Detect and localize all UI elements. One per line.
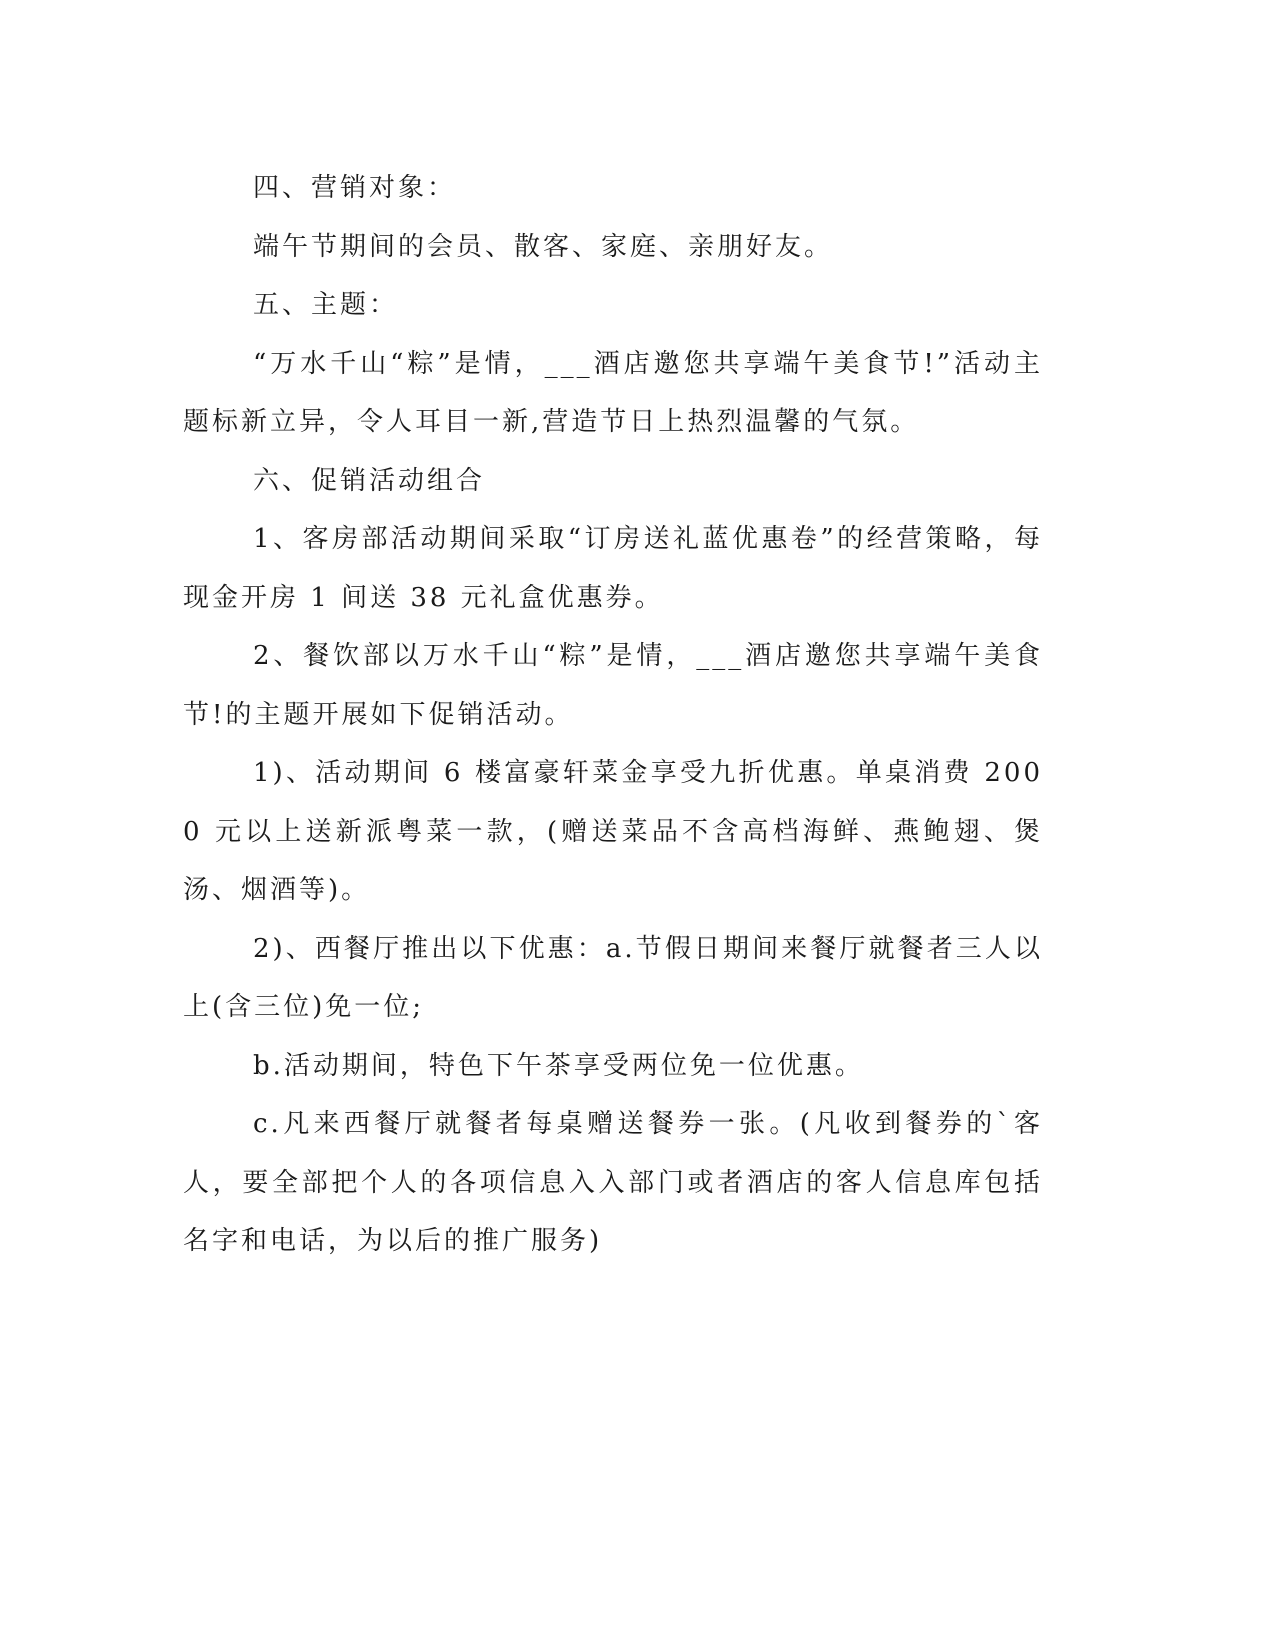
heading-marketing-target: 四、营销对象： bbox=[253, 173, 457, 203]
paragraph-item-2: 2)、西餐厅推出以下优惠：a.节假日期间来餐厅就餐者三人以上(含三位)免一位; bbox=[183, 933, 1043, 1022]
heading-promotion-combo: 六、促销活动组合 bbox=[253, 465, 486, 496]
paragraph-room-dept: 1、客房部活动期间采取“订房送礼蓝优惠卷”的经营策略，每现金开房 1 间送 38 元礼盒优惠券。 bbox=[183, 524, 1043, 613]
paragraph-catering-dept: 2、餐饮部以万水千山“粽”是情，___酒店邀您共享端午美食节!的主题开展如下促销活动。 bbox=[183, 641, 1043, 730]
heading-theme: 五、主题： bbox=[253, 290, 399, 320]
paragraph-theme: “万水千山“粽”是情，___酒店邀您共享端午美食节!”活动主题标新立异，令人耳目一新,营造节日上热烈温馨的气氛。 bbox=[183, 348, 1043, 437]
paragraph-item-b: b.活动期间，特色下午茶享受两位免一位优惠。 bbox=[253, 1050, 864, 1081]
document-body bbox=[183, 159, 1043, 1271]
paragraph-item-1: 1)、活动期间 6 楼富豪轩菜金享受九折优惠。单桌消费 2000 元以上送新派粤菜一款，(赠送菜品不含高档海鲜、燕鲍翅、煲汤、烟酒等)。 bbox=[183, 758, 1043, 905]
paragraph-item-c: c.凡来西餐厅就餐者每桌赠送餐券一张。(凡收到餐券的`客人，要全部把个人的各项信息入入部门或者酒店的客人信息库包括名字和电话，为以后的推广服务) bbox=[183, 1109, 1043, 1256]
paragraph-marketing-target: 端午节期间的会员、散客、家庭、亲朋好友。 bbox=[253, 231, 834, 262]
